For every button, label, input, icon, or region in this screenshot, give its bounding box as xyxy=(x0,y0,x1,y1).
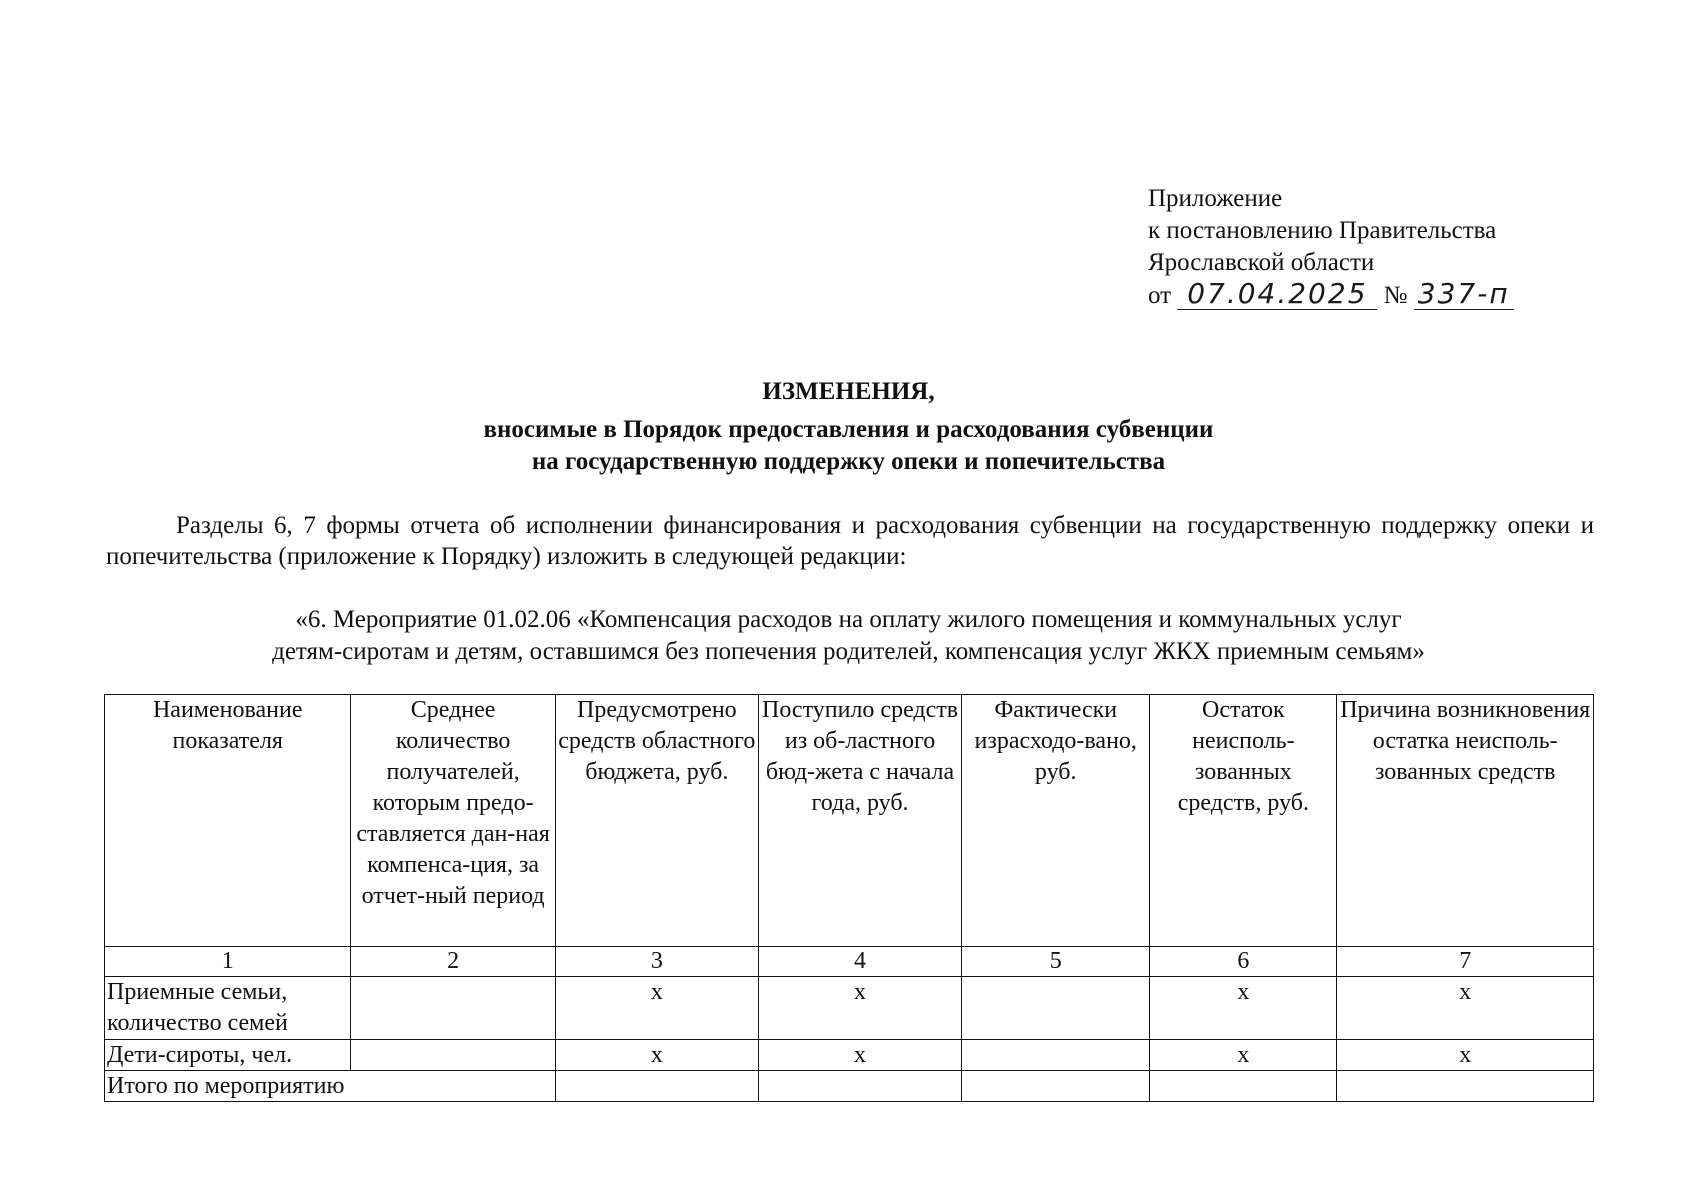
row-label: Итого по мероприятию xyxy=(105,1071,556,1102)
column-number: 4 xyxy=(758,947,961,977)
table-cell: x xyxy=(1337,1040,1594,1071)
header-cell: Остаток неисполь-зованных средств, руб. xyxy=(1150,695,1337,947)
table-cell: x xyxy=(1150,1040,1337,1071)
column-number: 7 xyxy=(1337,947,1594,977)
column-number: 6 xyxy=(1150,947,1337,977)
table-cell xyxy=(758,1071,961,1102)
table-cell xyxy=(962,1071,1150,1102)
document-title: ИЗМЕНЕНИЯ, xyxy=(762,378,935,405)
header-cell: Среднее количество получателей, которым предо-ставляется дан-ная компенса-ция, за отчет-ный период xyxy=(351,695,555,947)
row-label: Приемные семьи, количество семей xyxy=(105,977,351,1040)
intro-paragraph: Разделы 6, 7 формы отчета об исполнении финансирования и расходования субвенции на государственную поддержку опеки и попечительства (приложение к Порядку) изложить в следующей редакции: xyxy=(106,512,1594,570)
table-cell: x xyxy=(555,1040,758,1071)
header-cell: Предусмотрено средств областного бюджета, руб. xyxy=(555,695,758,947)
header-cell: Поступило средств из об-ластного бюд-жета с начала года, руб. xyxy=(758,695,961,947)
handwritten-number: 337-п xyxy=(1414,279,1514,310)
table-cell: x xyxy=(758,1040,961,1071)
appendix-line-2: к постановлению Правительства xyxy=(1148,217,1497,244)
table-row xyxy=(105,1040,1594,1071)
section-heading-line-2: детям-сиротам и детям, оставшимся без попечения родителей, компенсация услуг ЖКХ приемным семьям» xyxy=(272,638,1425,665)
header-cell: Причина возникновения остатка неисполь-зованных средств xyxy=(1337,695,1594,947)
table-header-row xyxy=(105,695,1594,947)
date-prefix: от xyxy=(1148,282,1172,309)
table-cell xyxy=(351,977,555,1040)
report-table xyxy=(104,694,1594,1102)
document-subtitle-line-2: на государственную поддержку опеки и попечительства xyxy=(531,448,1166,475)
section-heading-line-1: «6. Мероприятие 01.02.06 «Компенсация расходов на оплату жилого помещения и коммунальных услуг xyxy=(295,606,1402,633)
table-cell xyxy=(1150,1071,1337,1102)
column-number: 2 xyxy=(351,947,555,977)
table-cell: x xyxy=(555,977,758,1040)
appendix-line-3: Ярославской области xyxy=(1148,249,1375,276)
column-number: 5 xyxy=(962,947,1150,977)
number-prefix: № xyxy=(1383,282,1408,309)
table-cell xyxy=(351,1040,555,1071)
column-number-row xyxy=(105,947,1594,977)
appendix-line-1: Приложение xyxy=(1148,185,1283,212)
table-cell: x xyxy=(758,977,961,1040)
appendix-date-line xyxy=(1148,279,1514,312)
row-label: Дети-сироты, чел. xyxy=(105,1040,351,1071)
header-cell: Наименование показателя xyxy=(105,695,351,947)
table-row xyxy=(105,1071,1594,1102)
appendix-block xyxy=(1148,183,1514,312)
header-cell: Фактически израсходо-вано, руб. xyxy=(962,695,1150,947)
table-row xyxy=(105,977,1594,1040)
table-cell xyxy=(962,1040,1150,1071)
table-cell: x xyxy=(1150,977,1337,1040)
table-cell xyxy=(555,1071,758,1102)
table-cell xyxy=(1337,1071,1594,1102)
document-subtitle-line-1: вносимые в Порядок предоставления и расходования субвенции xyxy=(483,416,1214,443)
table-cell: x xyxy=(1337,977,1594,1040)
handwritten-date: 07.04.2025 xyxy=(1177,279,1377,310)
column-number: 1 xyxy=(105,947,351,977)
column-number: 3 xyxy=(555,947,758,977)
table-cell xyxy=(962,977,1150,1040)
